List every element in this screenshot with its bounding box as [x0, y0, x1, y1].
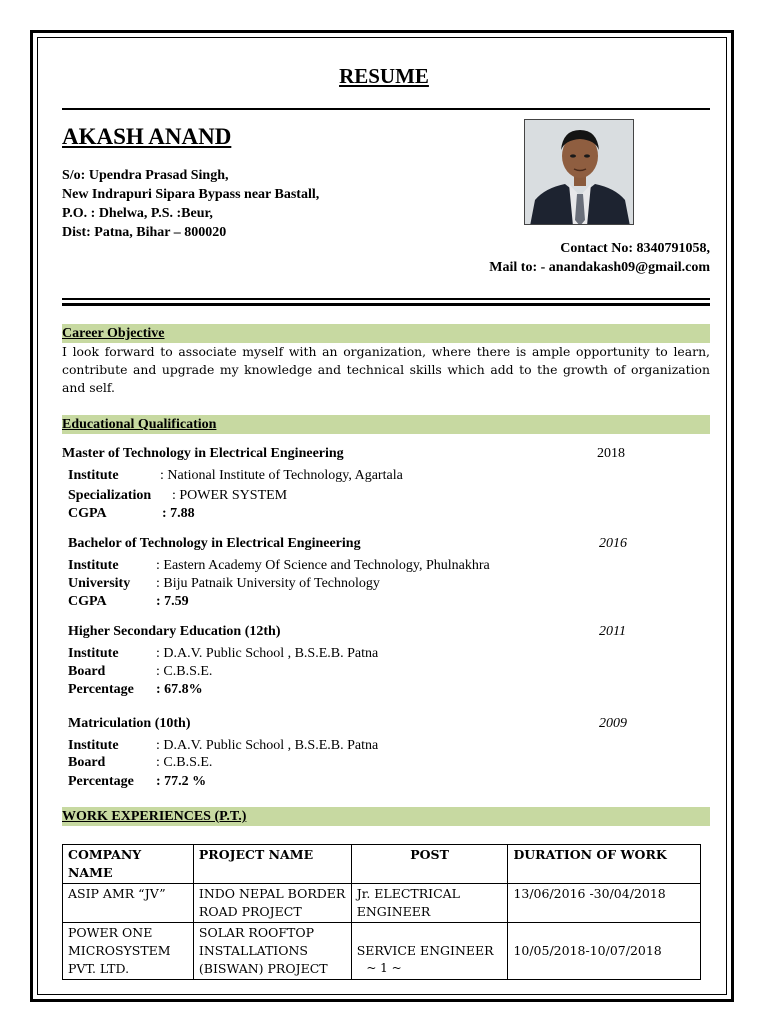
section-heading-career: Career Objective — [62, 324, 710, 343]
education-row — [68, 592, 189, 611]
page-number: ~ 1 ~ — [366, 961, 402, 975]
table-cell: 10/05/2018-10/07/2018 — [508, 923, 701, 980]
address-line: S/o: Upendra Prasad Singh, — [62, 168, 229, 183]
row-value: : D.A.V. Public School , B.S.E.B. Patna — [156, 646, 379, 661]
row-value: : 67.8% — [156, 682, 203, 697]
table-cell: ASIP AMR “JV” — [63, 884, 194, 923]
degree-title: Bachelor of Technology in Electrical Engineering — [68, 536, 361, 551]
person-photo-icon — [525, 120, 634, 225]
row-value: : C.B.S.E. — [156, 755, 213, 770]
table-cell: 13/06/2016 -30/04/2018 — [508, 884, 701, 923]
row-label: University — [68, 576, 131, 591]
table-cell: POWER ONE MICROSYSTEM PVT. LTD. — [63, 923, 194, 980]
education-row — [68, 662, 212, 681]
section-heading-education: Educational Qualification — [62, 415, 710, 434]
row-label: Institute — [68, 646, 119, 661]
education-row — [68, 466, 403, 485]
education-row — [68, 644, 378, 663]
row-value: : National Institute of Technology, Agartala — [160, 468, 403, 483]
education-row — [68, 680, 203, 699]
row-label: Specialization — [68, 488, 152, 503]
address-line: New Indrapuri Sipara Bypass near Bastall, — [62, 187, 320, 202]
column-header: PROJECT NAME — [193, 845, 351, 884]
row-value: : 7.88 — [162, 506, 195, 521]
contact-block — [489, 239, 710, 277]
degree-year: 2016 — [599, 536, 627, 551]
degree-year: 2011 — [599, 624, 626, 639]
table-header-row — [63, 845, 701, 884]
degree-year: 2009 — [599, 716, 627, 731]
degree-title: Higher Secondary Education (12th) — [68, 624, 281, 639]
career-objective-text: I look forward to associate myself with an organization, where there is ample opportunity to learn, contribute and upgrade my knowledge and technical skills which add to the growth of organization and self. — [62, 344, 710, 395]
row-value: : 7.59 — [156, 594, 189, 609]
column-header: DURATION OF WORK — [508, 845, 701, 884]
row-value: : POWER SYSTEM — [172, 488, 288, 503]
row-value: : C.B.S.E. — [156, 664, 213, 679]
section-heading-work: WORK EXPERIENCES (P.T.) — [62, 807, 710, 826]
degree-title: Master of Technology in Electrical Engineering — [62, 446, 344, 461]
address-line: P.O. : Dhelwa, P.S. :Beur, — [62, 206, 213, 221]
education-row — [68, 772, 206, 791]
divider-double-bottom — [62, 303, 710, 306]
row-label: CGPA — [68, 594, 107, 609]
table-cell: INDO NEPAL BORDER ROAD PROJECT — [193, 884, 351, 923]
degree-title: Matriculation (10th) — [68, 716, 191, 731]
row-value: : 77.2 % — [156, 774, 207, 789]
education-row — [68, 504, 195, 523]
candidate-name: AKASH ANAND — [62, 124, 232, 149]
row-label: Board — [68, 664, 106, 679]
table-row — [63, 884, 701, 923]
education-row — [68, 574, 380, 593]
column-header: POST — [351, 845, 508, 884]
row-label: Percentage — [68, 774, 134, 789]
address-line: Dist: Patna, Bihar – 800020 — [62, 225, 227, 240]
row-label: Percentage — [68, 682, 134, 697]
row-label: Board — [68, 755, 106, 770]
resume-title: RESUME — [339, 64, 429, 88]
row-label: Institute — [68, 468, 119, 483]
contact-phone: Contact No: 8340791058, — [560, 241, 710, 256]
row-label: CGPA — [68, 506, 107, 521]
row-value: : Eastern Academy Of Science and Technology, Phulnakhra — [156, 558, 490, 573]
divider-double-top — [62, 298, 710, 300]
divider-top — [62, 108, 710, 110]
education-row — [68, 753, 212, 772]
row-label: Institute — [68, 558, 119, 573]
row-value: : Biju Patnaik University of Technology — [156, 576, 380, 591]
table-cell: SERVICE ENGINEER — [351, 923, 508, 980]
work-experience-table — [62, 844, 701, 980]
profile-photo — [524, 119, 634, 225]
degree-year: 2018 — [597, 446, 625, 461]
row-label: Institute — [68, 738, 119, 753]
contact-email: Mail to: - anandakash09@gmail.com — [489, 260, 710, 275]
row-value: : D.A.V. Public School , B.S.E.B. Patna — [156, 738, 379, 753]
education-row — [68, 556, 490, 575]
education-row — [68, 486, 287, 505]
table-cell: Jr. ELECTRICAL ENGINEER — [351, 884, 508, 923]
table-cell: SOLAR ROOFTOP INSTALLATIONS (BISWAN) PROJECT — [193, 923, 351, 980]
address-block — [62, 166, 319, 242]
column-header: COMPANY NAME — [63, 845, 194, 884]
